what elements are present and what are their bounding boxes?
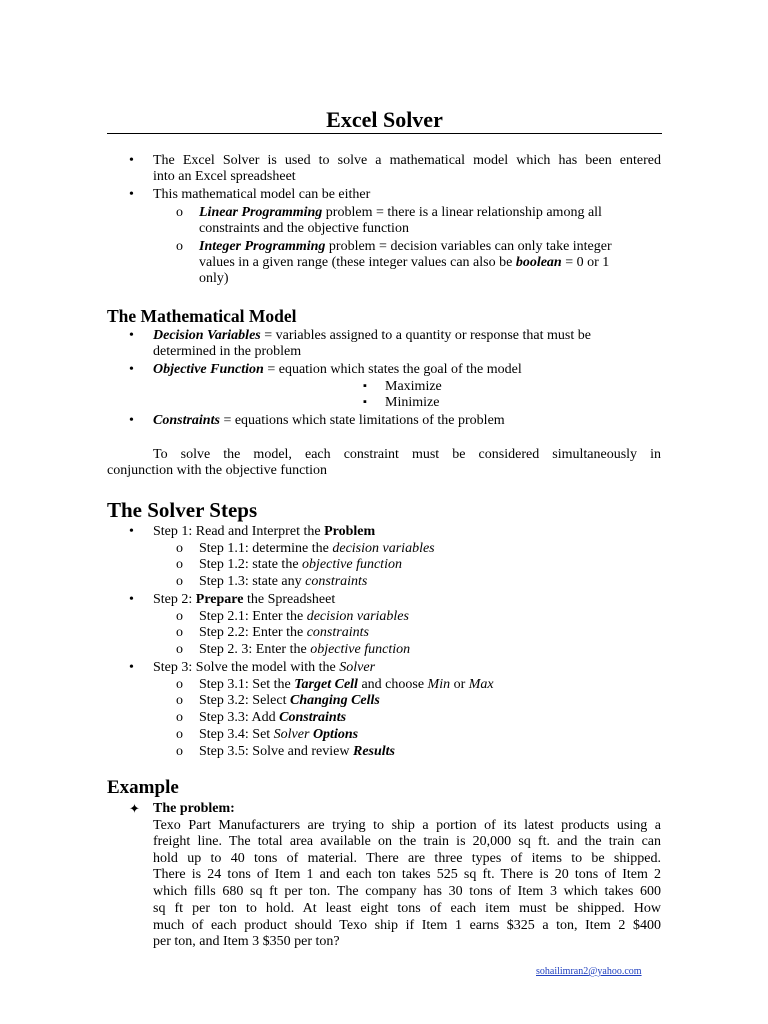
step-1-1-emphasis: decision variables: [332, 541, 435, 556]
bullet-icon: •: [129, 187, 134, 202]
section-heading-mathematical-model: The Mathematical Model: [107, 306, 297, 326]
step-1: [153, 523, 375, 540]
step-3-1-text-b: and choose: [357, 677, 428, 692]
step-1-2-emphasis: objective function: [302, 557, 402, 572]
circle-bullet-icon: o: [176, 642, 183, 657]
problem-label: The problem:: [153, 801, 235, 816]
lp-term: Linear Programming: [199, 205, 323, 220]
circle-bullet-icon: o: [176, 609, 183, 624]
step-2-1: [199, 608, 409, 625]
step-2-3-text: Step 2. 3: Enter the: [199, 642, 311, 657]
circle-bullet-icon: o: [176, 574, 183, 589]
results-term: Results: [352, 744, 395, 759]
solver-term: Solver: [273, 727, 310, 742]
bullet-icon: •: [129, 362, 134, 377]
bullet-icon: •: [129, 524, 134, 539]
intro-bullet-1-line-2: into an Excel spreadsheet: [153, 169, 296, 184]
ip-text: problem = decision variables can only take integer: [325, 239, 612, 254]
problem-text-line-1: Texo Part Manufacturers are trying to ship a portion of its latest products using a: [153, 818, 661, 833]
step-1-2-text: Step 1.2: state the: [199, 557, 303, 572]
problem-text-line-7: much of each product should Texo ship if Item 1 earns $325 a ton, Item 2 $400: [153, 918, 661, 933]
step-2-3: [199, 641, 410, 658]
step-1-emphasis: Problem: [324, 524, 376, 539]
step-3-text: Step 3: Solve the model with the: [153, 660, 340, 675]
model-paragraph-line-1: To solve the model, each constraint must be considered simultaneously in: [153, 447, 661, 462]
footer-email-link[interactable]: sohailimran2@yahoo.com: [536, 966, 642, 977]
star-bullet-icon: ✦: [129, 801, 140, 816]
circle-bullet-icon: o: [176, 541, 183, 556]
circle-bullet-icon: o: [176, 744, 183, 759]
min-term: Min: [427, 677, 451, 692]
minimize-item: Minimize: [385, 395, 440, 410]
ip-term: Integer Programming: [199, 239, 326, 254]
problem-text-line-6: sq ft per ton to hold. At least eight tons of each item must be shipped. How: [153, 901, 661, 916]
circle-bullet-icon: o: [176, 239, 183, 254]
dv-term: Decision Variables: [153, 328, 261, 343]
boolean-term: boolean: [515, 255, 562, 270]
step-3: [153, 659, 375, 676]
integer-programming-line-1: [199, 238, 612, 255]
dv-text: = variables assigned to a quantity or response that must be: [260, 328, 591, 343]
target-cell-term: Target Cell: [294, 677, 358, 692]
problem-text-line-4: There is 24 tons of Item 1 and each ton takes 525 sq ft. There is 20 tons of Item 2: [153, 867, 661, 882]
c-text: = equations which state limitations of the problem: [219, 413, 505, 428]
decision-variables-line-1: [153, 327, 591, 344]
changing-cells-term: Changing Cells: [290, 693, 380, 708]
lp-text: problem = there is a linear relationship among all: [322, 205, 602, 220]
problem-text-line-2: freight line. The total area available on the train is 20,000 sq ft. and the train can: [153, 834, 661, 849]
step-2-1-emphasis: decision variables: [306, 609, 409, 624]
step-3-1-text-a: Step 3.1: Set the: [199, 677, 295, 692]
step-1-3-text: Step 1.3: state any: [199, 574, 306, 589]
step-2-3-emphasis: objective function: [310, 642, 411, 657]
constraints-term: Constraints: [279, 710, 347, 725]
circle-bullet-icon: o: [176, 727, 183, 742]
intro-bullet-2: This mathematical model can be either: [153, 187, 371, 202]
step-3-3: [199, 709, 346, 726]
circle-bullet-icon: o: [176, 677, 183, 692]
section-heading-solver-steps: The Solver Steps: [107, 498, 258, 522]
step-1-text: Step 1: Read and Interpret the: [153, 524, 325, 539]
step-2: [153, 591, 335, 608]
step-2-2-text: Step 2.2: Enter the: [199, 625, 307, 640]
step-3-emphasis: Solver: [339, 660, 376, 675]
step-3-4-text: Step 3.4: Set: [199, 727, 274, 742]
objective-function-line: [153, 361, 522, 378]
step-2-2: [199, 624, 369, 641]
max-term: Max: [468, 677, 494, 692]
circle-bullet-icon: o: [176, 710, 183, 725]
step-3-4: [199, 726, 358, 743]
step-3-1: [199, 676, 494, 693]
bullet-icon: •: [129, 413, 134, 428]
step-2-1-text: Step 2.1: Enter the: [199, 609, 307, 624]
integer-programming-line-3: only): [199, 271, 229, 286]
page-title: Excel Solver: [326, 107, 443, 132]
section-heading-example: Example: [107, 777, 179, 798]
step-1-2: [199, 556, 402, 573]
integer-programming-line-2: [199, 254, 609, 271]
circle-bullet-icon: o: [176, 557, 183, 572]
step-3-1-text-c: or: [450, 677, 469, 692]
linear-programming-line-1: [199, 204, 661, 221]
bullet-icon: •: [129, 328, 134, 343]
options-term: Options: [312, 727, 359, 742]
step-1-3: [199, 573, 367, 590]
model-paragraph-line-2: conjunction with the objective function: [107, 463, 328, 478]
step-3-3-text: Step 3.3: Add: [199, 710, 280, 725]
step-1-1-text: Step 1.1: determine the: [199, 541, 333, 556]
step-1-3-emphasis: constraints: [305, 574, 368, 589]
step-2-text-a: Step 2:: [153, 592, 196, 607]
step-3-5-text: Step 3.5: Solve and review: [199, 744, 353, 759]
problem-text-line-8: per ton, and Item 3 $350 per ton?: [153, 934, 340, 949]
circle-bullet-icon: o: [176, 625, 183, 640]
ip-text-2b: = 0 or 1: [561, 255, 610, 270]
problem-text-line-3: hold up to 40 tons of material. There are three types of items to be shipped.: [153, 851, 661, 866]
bullet-icon: •: [129, 153, 134, 168]
step-3-2-text: Step 3.2: Select: [199, 693, 290, 708]
step-3-5: [199, 743, 395, 760]
bullet-icon: •: [129, 660, 134, 675]
problem-text-line-5: which fills 680 sq ft per ton. The company has 30 tons of Item 3 which takes 600: [153, 884, 661, 899]
decision-variables-line-2: determined in the problem: [153, 344, 302, 359]
linear-programming-line-2: constraints and the objective function: [199, 221, 409, 236]
step-3-2: [199, 692, 380, 709]
circle-bullet-icon: o: [176, 693, 183, 708]
step-2-text-b: the Spreadsheet: [243, 592, 336, 607]
maximize-item: Maximize: [385, 379, 442, 394]
title-rule: [107, 133, 662, 134]
constraints-line: [153, 412, 505, 429]
of-term: Objective Function: [153, 362, 264, 377]
step-1-1: [199, 540, 435, 557]
bullet-icon: •: [129, 592, 134, 607]
square-bullet-icon: ▪: [363, 396, 367, 408]
of-text: = equation which states the goal of the model: [263, 362, 522, 377]
circle-bullet-icon: o: [176, 205, 183, 220]
square-bullet-icon: ▪: [363, 380, 367, 392]
ip-text-2a: values in a given range (these integer values can also be: [199, 255, 516, 270]
intro-bullet-1-line-1: The Excel Solver is used to solve a mathematical model which has been entered: [153, 153, 661, 168]
c-term: Constraints: [153, 413, 220, 428]
step-2-2-emphasis: constraints: [306, 625, 369, 640]
step-2-emphasis: Prepare: [195, 592, 244, 607]
